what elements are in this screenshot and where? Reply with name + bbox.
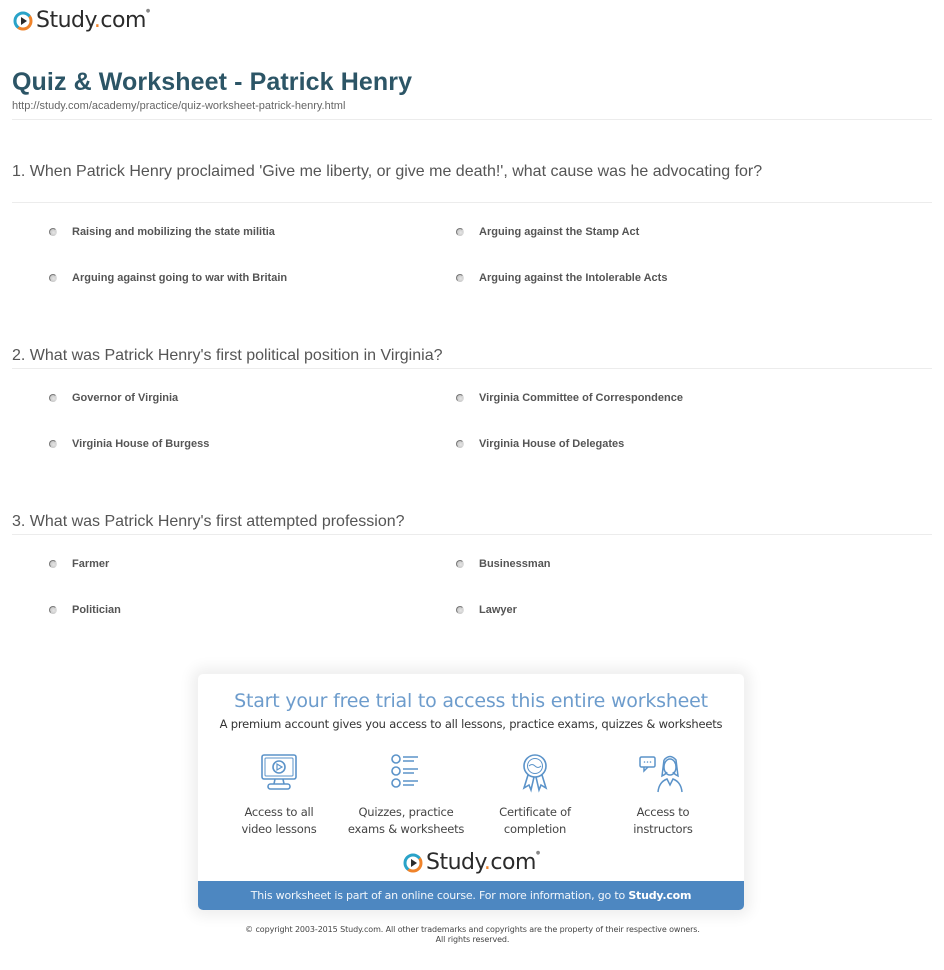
q2-option-b[interactable] (456, 392, 683, 404)
question-3: 3. What was Patrick Henry's first attempted profession? (12, 513, 405, 530)
play-logo-icon (13, 11, 33, 31)
q1-option-b[interactable] (456, 226, 639, 238)
option-label: Businessman (479, 558, 551, 570)
option-label: Virginia House of Delegates (479, 438, 625, 450)
divider (12, 202, 932, 203)
radio-button[interactable] (456, 560, 464, 568)
q2-option-d[interactable] (456, 438, 624, 450)
question-2: 2. What was Patrick Henry's first political position in Virginia? (12, 347, 443, 364)
q2-option-c[interactable] (49, 438, 209, 450)
feature-video-lessons (214, 752, 344, 838)
copyright-footer (200, 925, 745, 945)
logo-wordmark: Study.com● (36, 8, 150, 33)
feature-label: Certificate of completion (499, 805, 571, 836)
free-trial-promo-card[interactable] (198, 674, 744, 910)
option-label: Arguing against the Intolerable Acts (479, 272, 668, 284)
copyright-line: © copyright 2003-2015 Study.com. All other trademarks and copyrights are the property of their respective owners. (245, 925, 700, 934)
option-label: Virginia House of Burgess (72, 438, 210, 450)
feature-quizzes (341, 752, 471, 838)
radio-button[interactable] (456, 228, 464, 236)
divider (12, 368, 932, 369)
promo-title[interactable]: Start your free trial to access this entire worksheet (234, 690, 708, 712)
option-label: Politician (72, 604, 121, 616)
radio-button[interactable] (49, 228, 57, 236)
radio-button[interactable] (456, 440, 464, 448)
q1-option-c[interactable] (49, 272, 287, 284)
promo-subtitle: A premium account gives you access to all lessons, practice exams, quizzes & worksheets (219, 717, 723, 731)
page-url: http://study.com/academy/practice/quiz-worksheet-patrick-henry.html (12, 100, 346, 112)
instructor-icon (638, 752, 688, 794)
q3-option-c[interactable] (49, 604, 121, 616)
q1-option-a[interactable] (49, 226, 275, 238)
q3-option-a[interactable] (49, 558, 109, 570)
promo-study-logo[interactable] (403, 850, 540, 875)
logo-wordmark: Study.com● (426, 850, 540, 875)
option-label: Governor of Virginia (72, 392, 179, 404)
study-com-link[interactable]: Study.com (628, 889, 692, 902)
option-label: Arguing against the Stamp Act (479, 226, 640, 238)
q3-option-d[interactable] (456, 604, 517, 616)
radio-button[interactable] (456, 274, 464, 282)
radio-button[interactable] (49, 274, 57, 282)
radio-button[interactable] (49, 560, 57, 568)
option-label: Raising and mobilizing the state militia (72, 226, 275, 238)
feature-instructors (598, 752, 728, 838)
divider (12, 534, 932, 535)
play-logo-icon (403, 853, 423, 873)
page-title: Quiz & Worksheet - Patrick Henry (12, 68, 413, 96)
q3-option-b[interactable] (456, 558, 551, 570)
radio-button[interactable] (49, 394, 57, 402)
checklist-icon (384, 752, 428, 794)
option-label: Arguing against going to war with Britain (72, 272, 288, 284)
radio-button[interactable] (456, 394, 464, 402)
question-1: 1. When Patrick Henry proclaimed 'Give me liberty, or give me death!', what cause was he advocating for? (12, 163, 763, 180)
option-label: Virginia Committee of Correspondence (479, 392, 683, 404)
radio-button[interactable] (456, 606, 464, 614)
radio-button[interactable] (49, 440, 57, 448)
rights-line: All rights reserved. (435, 935, 510, 944)
certificate-ribbon-icon (513, 752, 557, 794)
option-label: Farmer (72, 558, 110, 570)
option-label: Lawyer (479, 604, 517, 616)
study-logo[interactable] (13, 8, 150, 33)
feature-label: Access to instructors (633, 805, 693, 836)
video-monitor-icon (257, 752, 301, 794)
radio-button[interactable] (49, 606, 57, 614)
feature-certificate (470, 752, 600, 838)
q2-option-a[interactable] (49, 392, 178, 404)
feature-label: Quizzes, practice exams & worksheets (347, 805, 465, 836)
course-info-banner: This worksheet is part of an online course. For more information, go to Study.com (198, 881, 744, 910)
divider (12, 119, 932, 120)
q1-option-d[interactable] (456, 272, 667, 284)
feature-label: Access to all video lessons (241, 805, 317, 836)
